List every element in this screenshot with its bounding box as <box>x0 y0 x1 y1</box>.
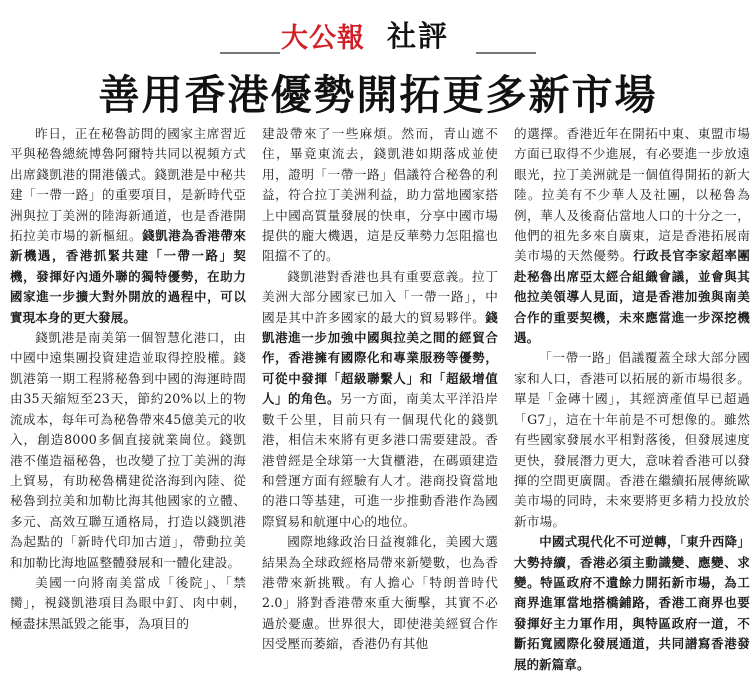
divider-left <box>220 52 280 54</box>
paragraph-text: 建設帶來了一些麻煩。然而，青山遮不住，畢竟東流去，錢凱港如期落成並使用，證明「一帶一路」倡議符合秘魯的利益，符合拉丁美洲利益，助力當地國家搭上中國高質量發展的快車，分享中國市場提供的龐大機遇，這是反華勢力怎阻擋也阻擋不了的。 <box>262 126 498 264</box>
headline: 善用香港優勢開拓更多新市場 <box>98 71 658 119</box>
divider-right <box>476 52 536 54</box>
paragraph-text: 的選擇。香港近年在開拓中東、東盟市場方面已取得不少進展，有必要進一步放遠眼光，拉丁美洲就是一個值得開拓的新大陸。拉美有不少華人及社團，以秘魯為例，華人及後裔佔當地人口的十分之一，他們的祖先多來自廣東，這是香港拓展南美市場的天然優勢。 <box>514 126 750 264</box>
paragraph-text: 另一方面，南美太平洋沿岸數千公里，目前只有一個現代化的錢凱港，相信未來將有更多港口需要建設。香港曾經是全球第一大貨櫃港，在碼頭建造和營運方面有經驗有人才。港商投資當地的港口等基建，可進一步推動香港作為國際貿易和航運中心的地位。 <box>262 391 499 529</box>
paragraph <box>514 348 750 532</box>
section-label: 社評 <box>387 19 450 53</box>
paragraph <box>10 573 246 634</box>
paragraph-text: 錢凱港對香港也具有重要意義。拉丁美洲大部分國家已加入「一帶一路」，中國是其中許多國家的最大的貿易夥伴。 <box>262 268 498 325</box>
paragraph <box>262 124 498 267</box>
paragraph <box>10 124 246 328</box>
paragraph-text: 「一帶一路」倡議覆蓋全球大部分國家和人口，香港可以拓展的新市場很多。單是「金磚十國」，其經濟產值早已超過「G7」，這在十年前是不可想像的。雖然有些國家發展水平相對落後，但發展速度更快，發展潛力更大，意味着香港可以發揮的空間更廣闊。香港在繼續拓展傳統歐美市場的同時，未來要將更多精力投放於新市場。 <box>514 350 750 529</box>
paragraph <box>10 328 246 573</box>
paragraph <box>514 124 750 348</box>
paragraph-bold-text: 行政長官李家超率團赴秘魯出席亞太經合組織會議，並會與其他拉美領導人見面，這是香港加強與南美合作的重要契機，未來應當進一步深挖機遇。 <box>514 248 750 346</box>
article-body <box>10 124 750 672</box>
paragraph-text: 美國一向將南美當成「後院」、「禁臠」，視錢凱港項目為眼中釘、肉中刺，極盡抹黑詆毀之能事，為項目的 <box>10 574 246 631</box>
paragraph <box>514 532 750 675</box>
column-2 <box>262 124 498 664</box>
paragraph-text: 昨日，正在秘魯訪問的國家主席習近平與秘魯總統博魯阿爾特共同以視頻方式出席錢凱港的開港儀式。錢凱港是中秘共建「一帶一路」的重要項目，是新時代亞洲與拉丁美洲的陸海新通道，也是香港開拓拉美市場的新樞紐。 <box>10 126 246 244</box>
paragraph-bold-text: 錢凱港為香港帶來新機遇，香港抓緊共建「一帶一路」契機，發揮好內通外聯的獨特優勢，在助力國家進一步擴大對外開放的過程中，可以實現本身的更大發展。 <box>10 228 246 325</box>
paragraph-text: 國際地緣政治日益複雜化，美國大選結果為全球政經格局帶來新變數，也為香港帶來新挑戰。有人擔心「特朗普時代2.0」將對香港帶來重大衝擊，其實不必過於憂慮。世界很大，即使港美經貿合作因受壓而萎縮，香港仍有其他 <box>262 534 498 652</box>
paragraph-bold-text: 錢凱港進一步加強中國與拉美之間的經貿合作，香港擁有國際化和專業服務等優勢，可從中發揮「超級聯繫人」和「超級增值人」的角色。 <box>262 309 498 407</box>
column-3 <box>514 124 750 672</box>
paragraph <box>262 267 498 532</box>
paragraph <box>262 532 498 654</box>
masthead <box>0 6 756 54</box>
paragraph-text: 錢凱港是南美第一個智慧化港口，由中國中遠集團投資建造並取得控股權。錢凱港第一期工程將秘魯到中國的海運時間由35天縮短至23天，節約20%以上的物流成本，每年可為秘魯帶來45億美元的收入，創造8000多個直接就業崗位。錢凱港不僅造福秘魯，也改變了拉丁美洲的海上貿易，有助秘魯構建從洛海到內陸、從秘魯到拉美和加勒比海其他國家的立體、多元、高效互聯互通格局，打造以錢凱港為起點的「新時代印加古道」，帶動拉美和加勒比海地區整體發展和一體化建設。 <box>10 330 246 570</box>
column-1 <box>10 124 246 664</box>
newspaper-logo: 大公報 <box>281 23 365 54</box>
paragraph-bold-text: 中國式現代化不可逆轉，「東升西降」大勢持續，香港必須主動識變、應變、求變。特區政府不遺餘力開拓新市場，為工商界進軍當地搭橋鋪路，香港工商界也要發揮好主力軍作用，與特區政府一道，不斷拓寬國際化發展通道，共同譜寫香港發展的新篇章。 <box>514 534 750 672</box>
